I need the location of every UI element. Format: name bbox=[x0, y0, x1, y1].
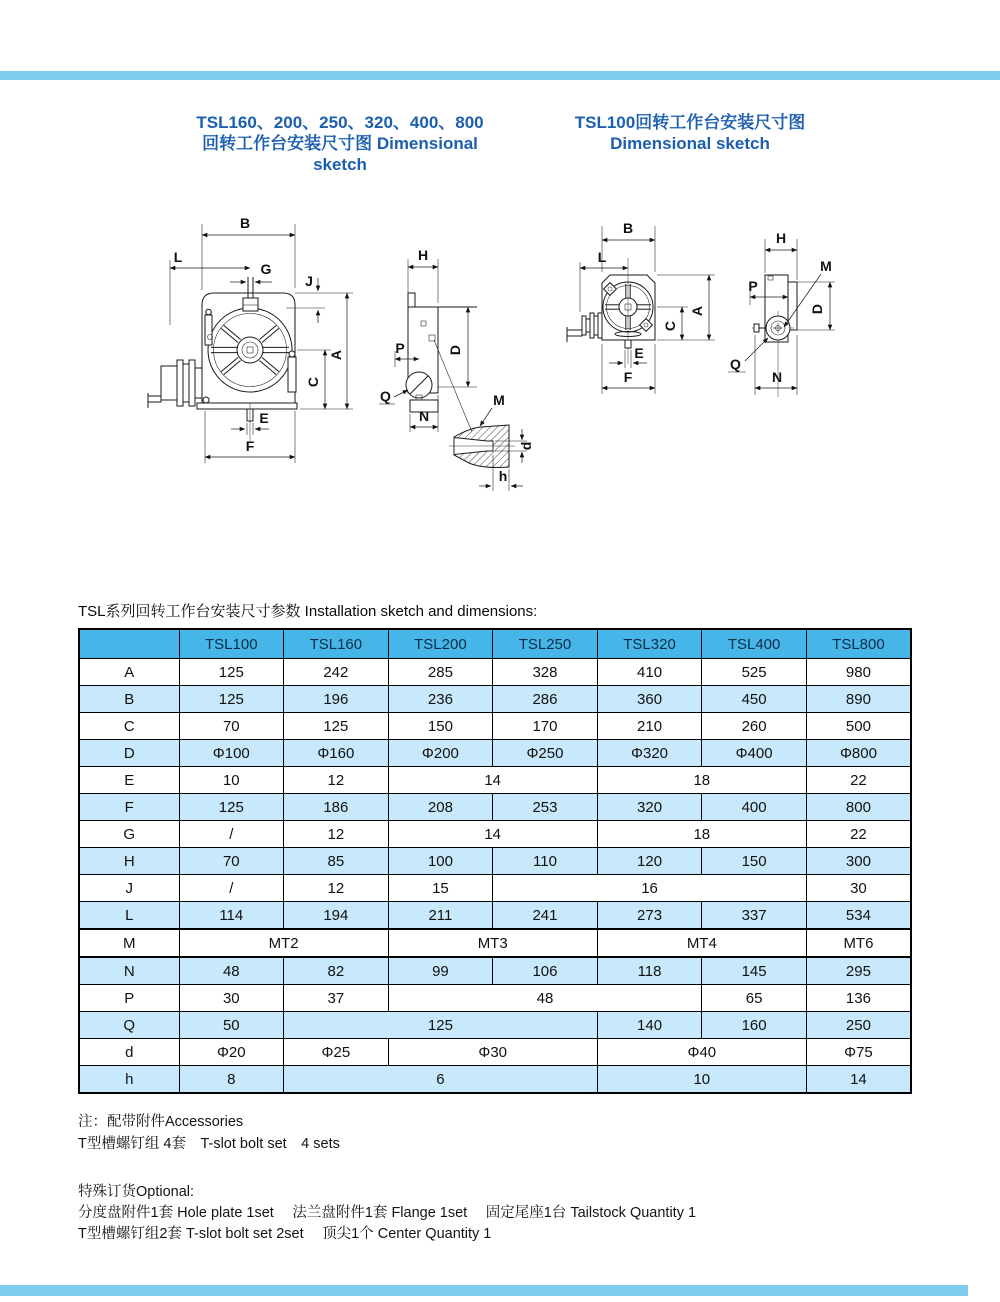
value-cell: 328 bbox=[493, 659, 598, 686]
param-cell: D bbox=[79, 740, 179, 767]
table-row bbox=[79, 1039, 911, 1066]
dim-label-H: H bbox=[417, 247, 429, 263]
param-cell: F bbox=[79, 794, 179, 821]
value-cell: 118 bbox=[597, 957, 702, 985]
dim-label-d: d bbox=[518, 441, 534, 451]
value-cell: 114 bbox=[179, 902, 284, 930]
value-cell: 186 bbox=[284, 794, 389, 821]
table-row bbox=[79, 713, 911, 740]
dim-label-Q2: Q bbox=[730, 356, 741, 372]
value-cell: 337 bbox=[702, 902, 807, 930]
value-cell: 37 bbox=[284, 985, 389, 1012]
dim-label-P2: P bbox=[748, 278, 758, 294]
column-header bbox=[79, 629, 179, 659]
value-cell: 500 bbox=[806, 713, 911, 740]
dim-label-N2: N bbox=[771, 369, 783, 385]
value-cell: 125 bbox=[179, 686, 284, 713]
value-cell: 295 bbox=[806, 957, 911, 985]
dim-label-E2: E bbox=[634, 345, 644, 361]
dim-label-D: D bbox=[447, 344, 463, 356]
value-cell: 145 bbox=[702, 957, 807, 985]
value-cell: 273 bbox=[597, 902, 702, 930]
value-cell: 980 bbox=[806, 659, 911, 686]
table-row bbox=[79, 957, 911, 985]
dim-label-G: G bbox=[260, 261, 272, 277]
table-row bbox=[79, 875, 911, 902]
value-cell: 360 bbox=[597, 686, 702, 713]
page-heading-right bbox=[560, 112, 820, 154]
value-cell: Φ40 bbox=[597, 1039, 806, 1066]
param-cell: B bbox=[79, 686, 179, 713]
value-cell: 48 bbox=[388, 985, 702, 1012]
dim-label-J: J bbox=[305, 273, 313, 289]
value-cell: 30 bbox=[179, 985, 284, 1012]
dim-label-h: h bbox=[498, 468, 508, 484]
param-cell: A bbox=[79, 659, 179, 686]
value-cell: 14 bbox=[388, 821, 597, 848]
value-cell: MT3 bbox=[388, 929, 597, 957]
value-cell: / bbox=[179, 875, 284, 902]
value-cell: 150 bbox=[388, 713, 493, 740]
value-cell: 120 bbox=[597, 848, 702, 875]
column-header: TSL400 bbox=[702, 629, 807, 659]
dim-label-P: P bbox=[395, 340, 405, 356]
dim-label-A2: A bbox=[689, 305, 705, 317]
value-cell: Φ160 bbox=[284, 740, 389, 767]
value-cell: / bbox=[179, 821, 284, 848]
value-cell: 6 bbox=[284, 1066, 598, 1094]
sketch-front-view-large bbox=[145, 210, 395, 495]
value-cell: 170 bbox=[493, 713, 598, 740]
value-cell: 194 bbox=[284, 902, 389, 930]
dim-label-E: E bbox=[259, 410, 269, 426]
dim-label-F: F bbox=[245, 438, 255, 454]
dimension-table bbox=[78, 628, 912, 1094]
value-cell: 140 bbox=[597, 1012, 702, 1039]
value-cell: 236 bbox=[388, 686, 493, 713]
dim-label-A: A bbox=[328, 349, 344, 361]
value-cell: 22 bbox=[806, 767, 911, 794]
table-row bbox=[79, 848, 911, 875]
table-row bbox=[79, 1012, 911, 1039]
value-cell: 285 bbox=[388, 659, 493, 686]
param-cell: E bbox=[79, 767, 179, 794]
table-row bbox=[79, 767, 911, 794]
dim-label-B: B bbox=[239, 215, 251, 231]
value-cell: 18 bbox=[597, 767, 806, 794]
bottom-accent-bar bbox=[0, 1285, 968, 1296]
value-cell: 400 bbox=[702, 794, 807, 821]
value-cell: 208 bbox=[388, 794, 493, 821]
value-cell: 242 bbox=[284, 659, 389, 686]
value-cell: 211 bbox=[388, 902, 493, 930]
value-cell: 18 bbox=[597, 821, 806, 848]
value-cell: 250 bbox=[806, 1012, 911, 1039]
value-cell: MT4 bbox=[597, 929, 806, 957]
value-cell: 150 bbox=[702, 848, 807, 875]
param-cell: P bbox=[79, 985, 179, 1012]
value-cell: 525 bbox=[702, 659, 807, 686]
table-row bbox=[79, 1066, 911, 1094]
value-cell: 16 bbox=[493, 875, 807, 902]
dim-label-F2: F bbox=[623, 369, 633, 385]
table-row bbox=[79, 929, 911, 957]
param-cell: M bbox=[79, 929, 179, 957]
param-cell: G bbox=[79, 821, 179, 848]
dim-label-N: N bbox=[418, 408, 430, 424]
table-row bbox=[79, 985, 911, 1012]
column-header: TSL800 bbox=[806, 629, 911, 659]
dim-label-Q: Q bbox=[380, 388, 391, 404]
param-cell: C bbox=[79, 713, 179, 740]
heading-right-line1: TSL100回转工作台安装尺寸图 bbox=[574, 113, 806, 132]
param-cell: H bbox=[79, 848, 179, 875]
value-cell: 110 bbox=[493, 848, 598, 875]
value-cell: 14 bbox=[806, 1066, 911, 1094]
value-cell: 30 bbox=[806, 875, 911, 902]
value-cell: 65 bbox=[702, 985, 807, 1012]
dim-label-H2: H bbox=[775, 230, 787, 246]
dim-label-L2: L bbox=[597, 249, 607, 265]
param-cell: N bbox=[79, 957, 179, 985]
value-cell: 8 bbox=[179, 1066, 284, 1094]
sketch-side-view-large bbox=[375, 245, 560, 525]
value-cell: Φ400 bbox=[702, 740, 807, 767]
value-cell: 800 bbox=[806, 794, 911, 821]
value-cell: 10 bbox=[179, 767, 284, 794]
value-cell: 70 bbox=[179, 713, 284, 740]
dim-label-M: M bbox=[493, 392, 505, 408]
value-cell: 160 bbox=[702, 1012, 807, 1039]
column-header: TSL250 bbox=[493, 629, 598, 659]
value-cell: 14 bbox=[388, 767, 597, 794]
value-cell: 82 bbox=[284, 957, 389, 985]
value-cell: 125 bbox=[284, 713, 389, 740]
top-accent-bar bbox=[0, 71, 1000, 80]
value-cell: Φ75 bbox=[806, 1039, 911, 1066]
value-cell: Φ20 bbox=[179, 1039, 284, 1066]
column-header: TSL320 bbox=[597, 629, 702, 659]
note-tslot-set: T型槽螺钉组 4套 T-slot bolt set 4 sets bbox=[78, 1136, 340, 1152]
value-cell: 534 bbox=[806, 902, 911, 930]
dim-label-C2: C bbox=[662, 320, 678, 332]
value-cell: 15 bbox=[388, 875, 493, 902]
dim-label-L: L bbox=[173, 249, 183, 265]
value-cell: 241 bbox=[493, 902, 598, 930]
value-cell: 210 bbox=[597, 713, 702, 740]
value-cell: MT2 bbox=[179, 929, 388, 957]
column-header: TSL200 bbox=[388, 629, 493, 659]
column-header: TSL160 bbox=[284, 629, 389, 659]
value-cell: Φ25 bbox=[284, 1039, 389, 1066]
note-optional-line1: 分度盘附件1套 Hole plate 1set 法兰盘附件1套 Flange 1set 固定尾座1台 Tailstock Quantity 1 bbox=[78, 1205, 697, 1221]
value-cell: 125 bbox=[179, 794, 284, 821]
value-cell: Φ100 bbox=[179, 740, 284, 767]
value-cell: Φ800 bbox=[806, 740, 911, 767]
value-cell: 12 bbox=[284, 821, 389, 848]
column-header: TSL100 bbox=[179, 629, 284, 659]
table-row bbox=[79, 686, 911, 713]
sketch-side-view-tsl100 bbox=[720, 225, 905, 445]
note-optional-title: 特殊订货Optional: bbox=[78, 1184, 195, 1200]
heading-left-line2: 回转工作台安装尺寸图 Dimensional sketch bbox=[202, 134, 478, 174]
dim-label-M2: M bbox=[820, 258, 832, 274]
dim-table-header-row bbox=[79, 629, 911, 659]
value-cell: 106 bbox=[493, 957, 598, 985]
table-row bbox=[79, 659, 911, 686]
value-cell: 125 bbox=[284, 1012, 598, 1039]
value-cell: 12 bbox=[284, 875, 389, 902]
value-cell: 300 bbox=[806, 848, 911, 875]
value-cell: 410 bbox=[597, 659, 702, 686]
value-cell: Φ30 bbox=[388, 1039, 597, 1066]
table-row bbox=[79, 902, 911, 930]
page-heading-left bbox=[175, 112, 505, 175]
value-cell: 450 bbox=[702, 686, 807, 713]
dim-label-C: C bbox=[305, 376, 321, 388]
heading-left-line1: TSL160、200、250、320、400、800 bbox=[196, 113, 484, 132]
table-row bbox=[79, 821, 911, 848]
value-cell: 196 bbox=[284, 686, 389, 713]
value-cell: 253 bbox=[493, 794, 598, 821]
value-cell: 22 bbox=[806, 821, 911, 848]
value-cell: 48 bbox=[179, 957, 284, 985]
value-cell: 85 bbox=[284, 848, 389, 875]
value-cell: 50 bbox=[179, 1012, 284, 1039]
value-cell: 10 bbox=[597, 1066, 806, 1094]
value-cell: Φ320 bbox=[597, 740, 702, 767]
value-cell: 260 bbox=[702, 713, 807, 740]
note-accessories: 注：配带附件Accessories bbox=[78, 1114, 244, 1130]
table-title: TSL系列回转工作台安装尺寸参数 Installation sketch and dimensions: bbox=[78, 603, 538, 620]
param-cell: Q bbox=[79, 1012, 179, 1039]
dim-label-B2: B bbox=[622, 220, 634, 236]
value-cell: 70 bbox=[179, 848, 284, 875]
param-cell: h bbox=[79, 1066, 179, 1094]
dim-table-body bbox=[79, 659, 911, 1094]
dim-label-D2: D bbox=[809, 303, 825, 315]
heading-right-line2: Dimensional sketch bbox=[610, 134, 770, 153]
value-cell: Φ200 bbox=[388, 740, 493, 767]
value-cell: 99 bbox=[388, 957, 493, 985]
value-cell: MT6 bbox=[806, 929, 911, 957]
param-cell: L bbox=[79, 902, 179, 930]
value-cell: 136 bbox=[806, 985, 911, 1012]
value-cell: 12 bbox=[284, 767, 389, 794]
value-cell: 286 bbox=[493, 686, 598, 713]
value-cell: Φ250 bbox=[493, 740, 598, 767]
value-cell: 125 bbox=[179, 659, 284, 686]
value-cell: 100 bbox=[388, 848, 493, 875]
value-cell: 890 bbox=[806, 686, 911, 713]
param-cell: d bbox=[79, 1039, 179, 1066]
note-optional-line2: T型槽螺钉组2套 T-slot bolt set 2set 顶尖1个 Center Quantity 1 bbox=[78, 1226, 492, 1242]
table-row bbox=[79, 740, 911, 767]
value-cell: 320 bbox=[597, 794, 702, 821]
param-cell: J bbox=[79, 875, 179, 902]
table-row bbox=[79, 794, 911, 821]
